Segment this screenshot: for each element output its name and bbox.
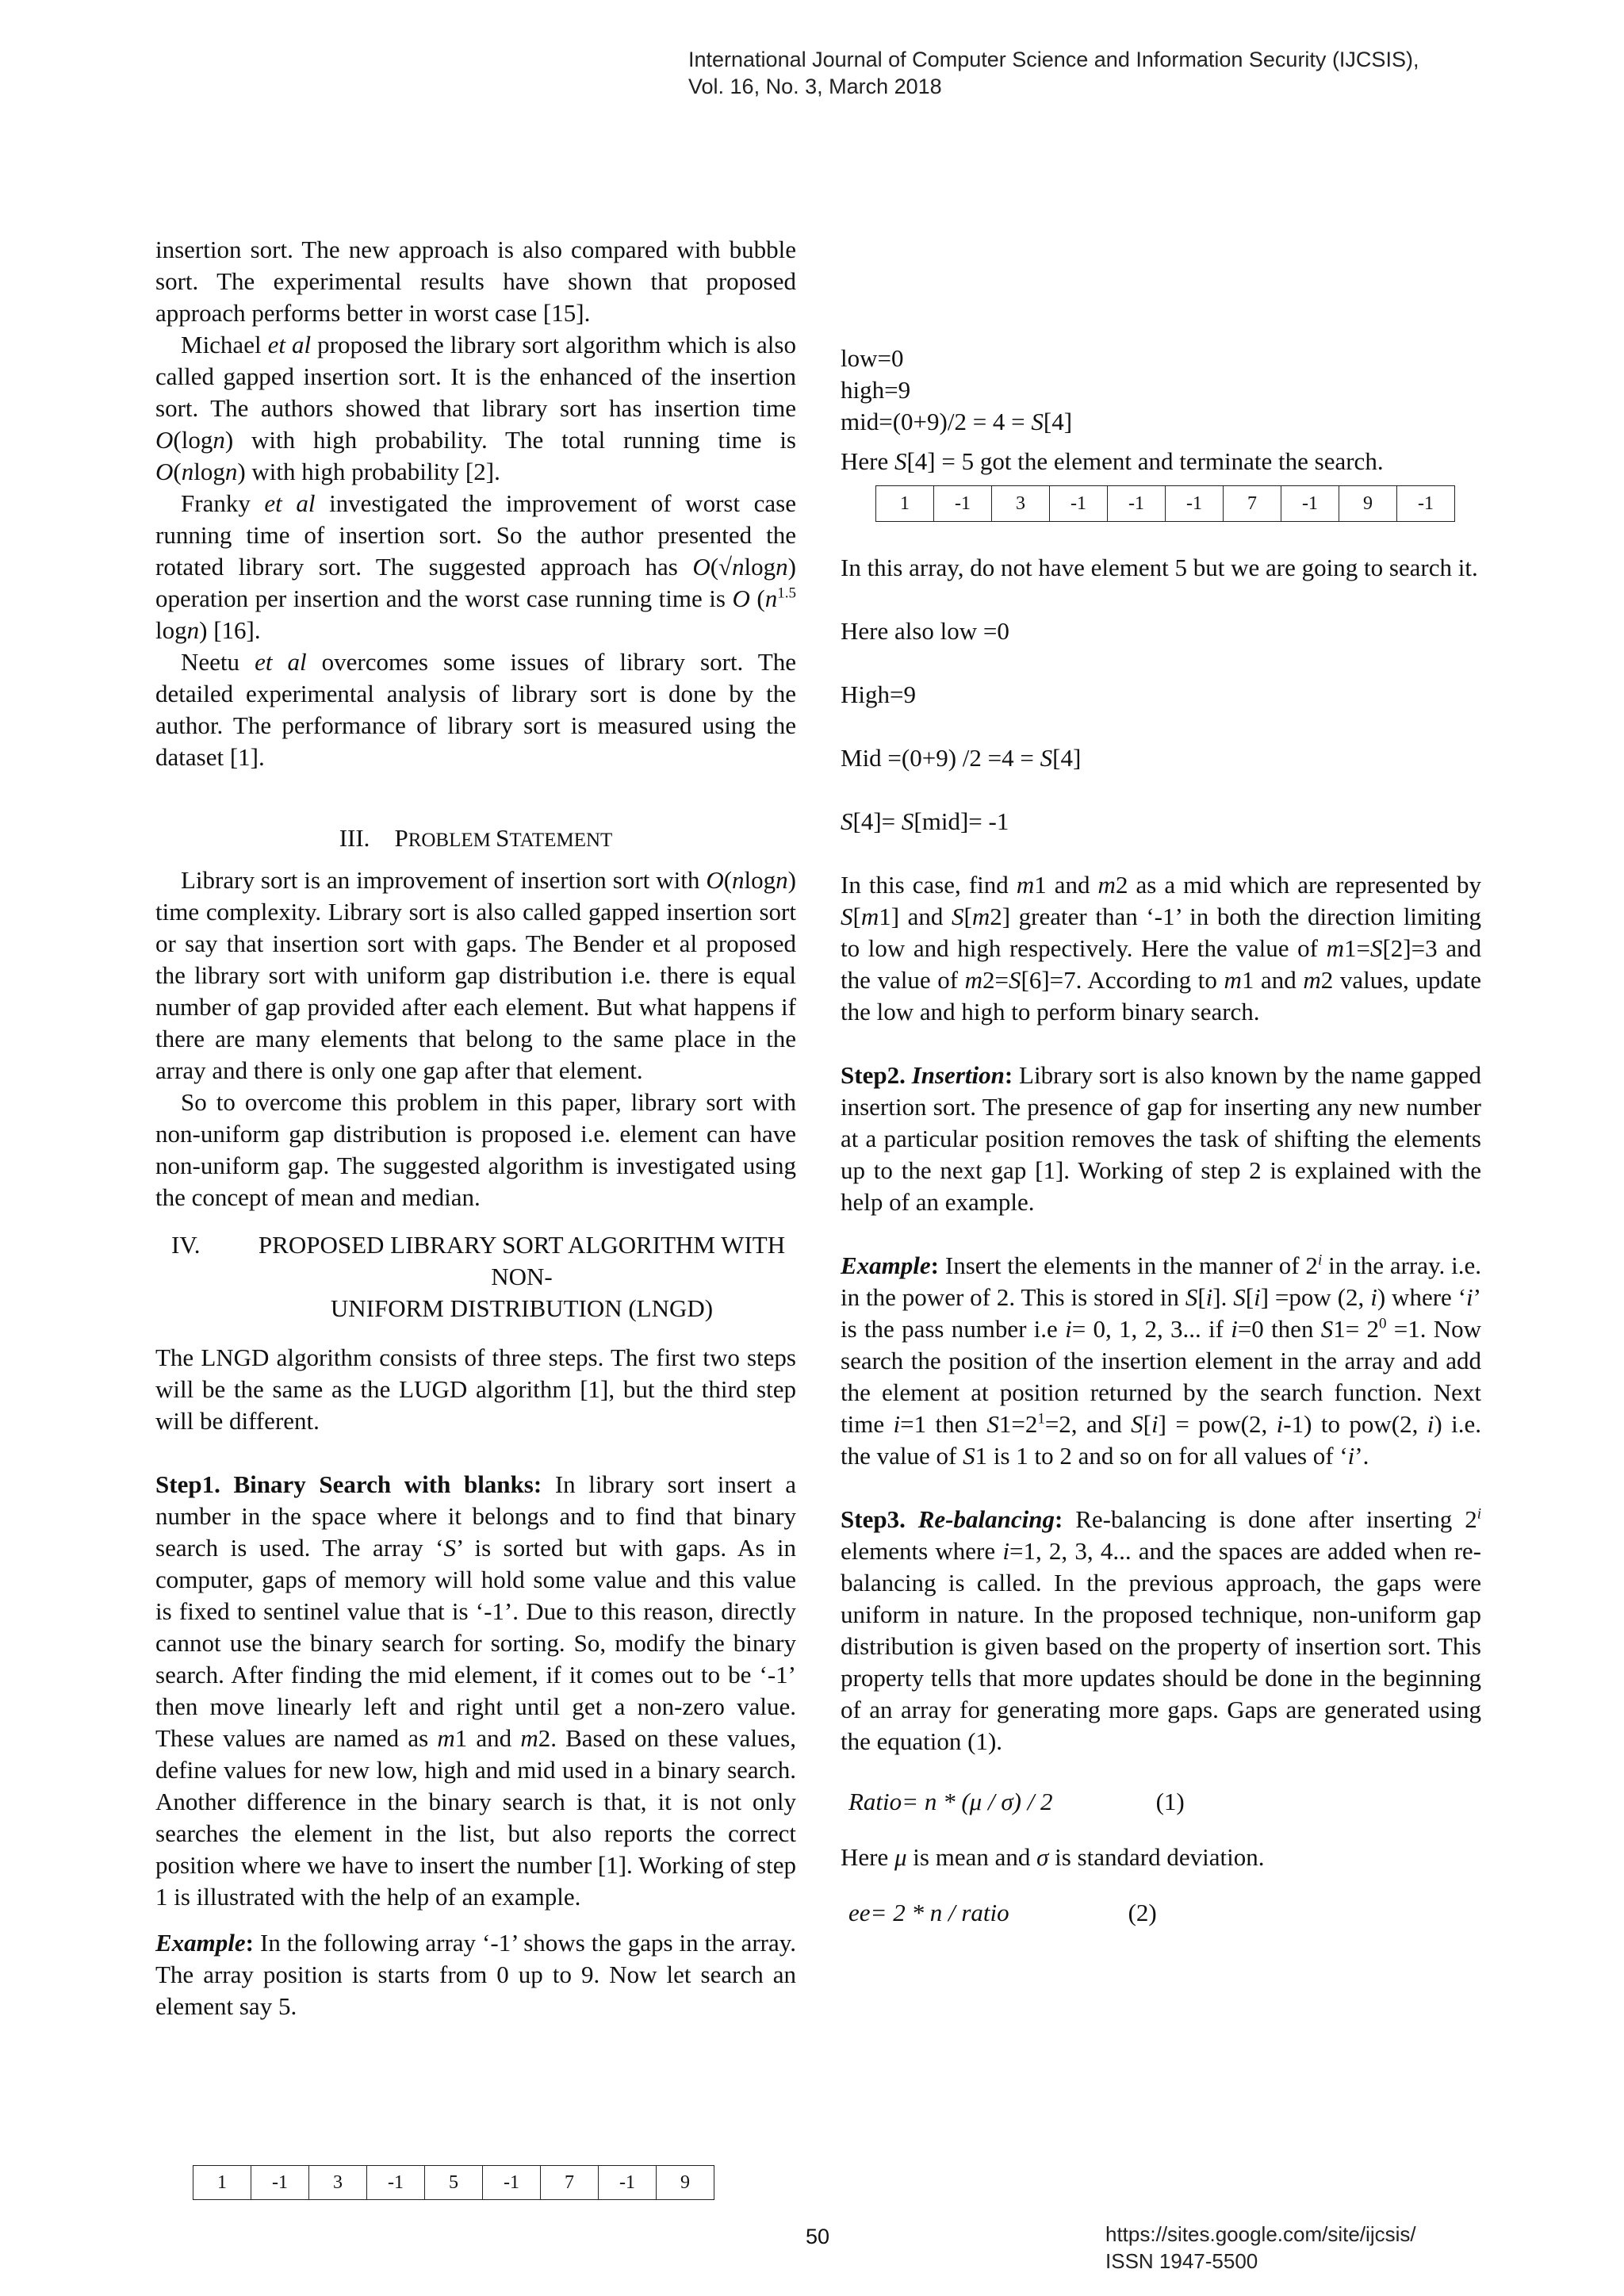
paragraph-no-element-5: In this array, do not have element 5 but we are going to search it. [841,554,1478,581]
paragraph-step2: Step2. Insertion: Library sort is also known by the name gapped insertion sort. The presence of gap for inserting any new number at a particular position removes the task of shifting the elements up to the next gap [1]. Working of step 2 is explained with the help of an example. [841,1061,1481,1216]
array-row [876,486,1455,522]
paragraph-intro-continuation: insertion sort. The new approach is also compared with bubble sort. The experimental results have shown that proposed approach performs better in worst case [15]. [155,236,796,327]
paragraph-michael: Michael et al proposed the library sort algorithm which is also called gapped insertion sort. It is the enhanced of the insertion sort. The authors showed that library sort has insertion time O(logn) with high probability. The total running time is O(nlogn) with high probability [2]. [155,331,796,485]
paragraph-mu-sigma: Here μ is mean and σ is standard deviation. [841,1843,1265,1871]
section-title-line-2: UNIFORM DISTRIBUTION (LNGD) [330,1294,714,1322]
equation-1-rhs: = n * (μ / σ) / 2 [902,1788,1053,1815]
array-cell: 9 [657,2166,714,2200]
section-heading-proposed-algorithm [155,1229,796,1324]
line-low-again: Here also low =0 [841,617,1009,645]
array-cell: -1 [367,2166,425,2200]
array-cell: -1 [483,2166,541,2200]
paragraph-lngd: The LNGD algorithm consists of three steps. The first two steps will be the same as the LUGD algorithm [1], but the third step will be different. [155,1343,796,1435]
equation-2-lhs: ee [848,1899,871,1926]
array-table-step1 [193,2165,714,2200]
array-cell: 9 [1339,486,1397,522]
equation-2-number: (2) [1128,1899,1157,1926]
paragraph-example-step2: Example: Insert the elements in the manner of 2$^i$ in the array. i.e. in the power of 2. This is stored in S[i]. S[i] =pow (2, i) where ‘i’ is the pass number i.e i= 0, 1, 2, 3... if i=0 then $S1= 2^0 =1$. Now search the position of the insertion element in the array and add the element at position returned by the search function. Next time i=1 then $S1=2^1=2$, and S[i] = pow(2, i-1) to pow(2, i) i.e. the value of S1 is 1 to 2 and so on for all values of ‘i’. [841,1251,1482,1470]
line-mid-again: Mid =(0+9) /2 =4 = S[4] [841,744,1082,772]
paragraph-franky: Franky et al investigated the improvement of worst case running time of insertion sort. So the author presented the rotated library sort. The suggested approach has O(√nlogn) operation per insertion and the worst case running time is O ($n^{1.5}$ logn) [16]. [155,489,796,644]
array-cell: -1 [1108,486,1166,522]
paragraph-case-m1-m2: In this case, find m1 and m2 as a mid which are represented by S[m1] and S[m2] greater than ‘-1’ in both the direction limiting to low and high respectively. Here the value of m1=S[2]=3 and the value of m2=S[6]=7. According to m1 and m2 values, update the low and high to perform binary search. [841,871,1482,1025]
line-mid: mid=(0+9)/2 = 4 = S[4] [841,408,1073,435]
line-low: low=0 [841,344,904,372]
array-cell: -1 [599,2166,657,2200]
array-cell: 5 [425,2166,483,2200]
footer-url-link[interactable]: https://sites.google.com/site/ijcsis/ [1105,2222,1416,2246]
array-cell: 7 [1224,486,1281,522]
section-number: III. [339,824,370,852]
right-column [841,343,1481,1929]
array-row [193,2166,714,2200]
running-header [688,46,1419,100]
footer-info [1105,2221,1416,2275]
array-cell: 3 [992,486,1050,522]
equation-1-number: (1) [1155,1788,1185,1815]
array-cell: -1 [1050,486,1108,522]
array-cell: 7 [541,2166,599,2200]
section-heading-problem-statement: III. PROBLEM STATEMENT [339,824,613,852]
array-cell: -1 [1281,486,1339,522]
paragraph-step3: Step3. Re-balancing: Re-balancing is done after inserting 2$^i$ elements where i=1, 2, 3, 4... and the spaces are added when re-balancing is called. In the previous approach, the gaps were uniform in nature. In the proposed technique, non-uniform gap distribution is given based on the property of insertion sort. This property tells that more updates should be done in the beginning of an array for generating more gaps. Gaps are generated using the equation (1). [841,1505,1481,1755]
line-s4-mid: S[4]= S[mid]= -1 [841,807,1009,835]
section-title-line-1: PROPOSED LIBRARY SORT ALGORITHM WITH NON- [258,1231,786,1290]
line-high: high=9 [841,376,911,404]
paragraph-problem-2: So to overcome this problem in this paper, library sort with non-uniform gap distribution is proposed i.e. element can have non-uniform gap. The suggested algorithm is investigated using the concept of mean and median. [155,1088,796,1211]
journal-title: International Journal of Computer Science and Information Security (IJCSIS), [688,48,1419,71]
array-cell: 3 [309,2166,367,2200]
paragraph-problem-1: Library sort is an improvement of insertion sort with O(nlogn) time complexity. Library sort is also called gapped insertion sort or say that insertion sort with gaps. The Bender et al proposed the library sort with uniform gap distribution i.e. there is equal number of gap provided after each element. But what happens if there are many elements that belong to the same place in the array and there is only one gap after that element. [155,866,796,1084]
array-cell: 1 [193,2166,251,2200]
array-cell: -1 [934,486,992,522]
page-number: 50 [806,2225,830,2248]
array-cell: 1 [876,486,934,522]
paragraph-example-step1: Example: In the following array ‘-1’ shows the gaps in the array. The array position is starts from 0 up to 9. Now let search an element say 5. [155,1929,796,2020]
equation-1 [841,1786,1481,1818]
line-high-again: High=9 [841,680,916,708]
journal-volume: Vol. 16, No. 3, March 2018 [688,75,942,98]
equation-2 [841,1897,1481,1929]
footer-issn: ISSN 1947-5500 [1105,2249,1258,2273]
line-here-found: Here S[4] = 5 got the element and terminate the search. [841,447,1384,475]
equation-1-lhs: Ratio [848,1788,902,1815]
paragraph-step1: Step1. Binary Search with blanks: In library sort insert a number in the space where it belongs and to find that binary search is used. The array ‘S’ is sorted but with gaps. As in computer, gaps of memory will hold some value and this value is fixed to sentinel value that is ‘-1’. Due to this reason, directly cannot use the binary search for sorting. So, modify the binary search. After finding the mid element, if it comes out to be ‘-1’ then move linearly left and right until get a non-zero value. These values are named as m1 and m2. Based on these values, define values for new low, high and mid used in a binary search. Another difference in the binary search is that, it is not only searches the element in the list, but also reports the correct position where we have to insert the number [1]. Working of step 1 is illustrated with the help of an example. [155,1470,797,1911]
array-cell: -1 [1397,486,1455,522]
equation-2-rhs: = 2 * n / ratio [870,1899,1009,1926]
array-cell: -1 [251,2166,309,2200]
left-column [155,234,796,2022]
section-number: IV. [171,1231,201,1259]
array-cell: -1 [1166,486,1224,522]
array-table-step2 [875,485,1455,522]
paragraph-neetu: Neetu et al overcomes some issues of library sort. The detailed experimental analysis of library sort is done by the author. The performance of library sort is measured using the dataset [1]. [155,648,796,771]
